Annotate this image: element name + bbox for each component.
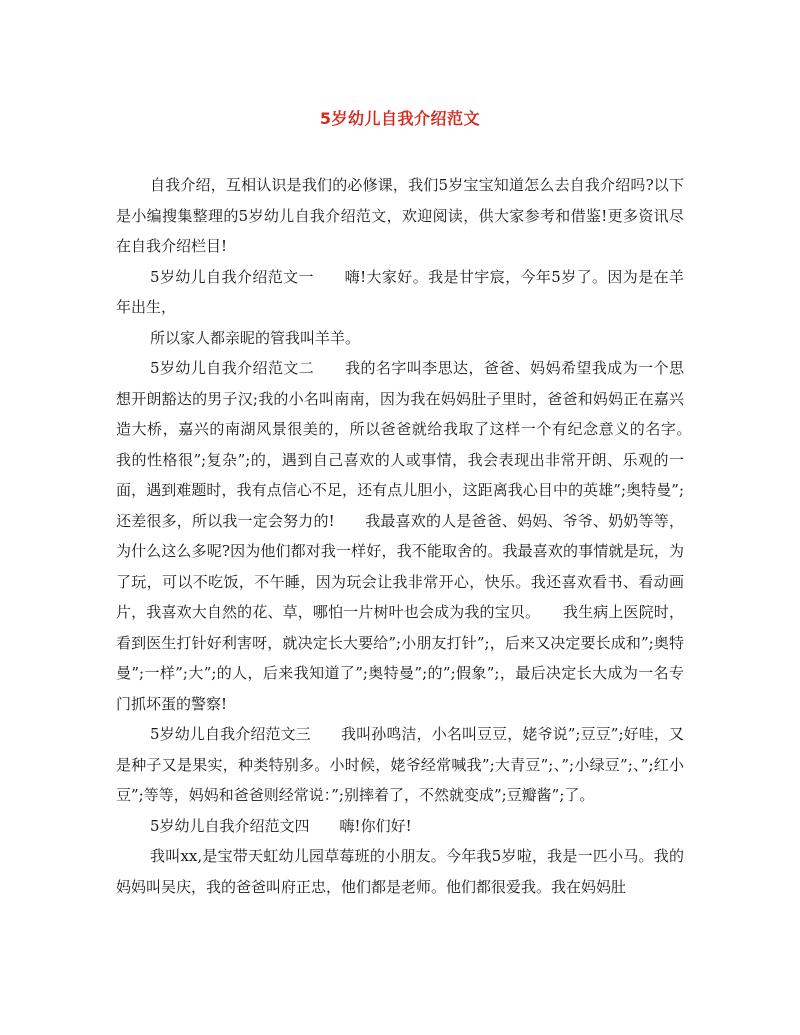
sample-two-paragraph: 5岁幼儿自我介绍范文二 我的名字叫李思达，爸爸、妈妈希望我成为一个思想开朗豁达的男子汉;我的小名叫南南，因为我在妈妈肚子里时，爸爸和妈妈正在嘉兴造大桥，嘉兴的南湖风景很美的，所以爸爸就给我取了这样一个有纪念意义的名字。 我的性格很”;复杂”;的，遇到自己喜欢的人或事情，我会表现出非常开朗、乐观的一面，遇到难题时，我有点信心不足，还有点儿胆小，这距离我心目中的英雄”;奥特曼”;还差很多，所以我一定会努力的! 我最喜欢的人是爸爸、妈妈、爷爷、奶奶等等，为什么这么多呢?因为他们都对我一样好，我不能取舍的。我最喜欢的事情就是玩，为了玩，可以不吃饭，不午睡，因为玩会让我非常开心，快乐。我还喜欢看书、看动画片，我喜欢大自然的花、草，哪怕一片树叶也会成为我的宝贝。 我生病上医院时，看到医生打针好利害呀，就决定长大要给”;小朋友打针”;，后来又决定要长成和”;奥特曼”;一样”;大”;的人，后来我知道了”;奥特曼”;的”;假象”;，最后决定长大成为一名专门抓坏蛋的警察!	[116, 359, 715, 713]
document-body	[116, 170, 715, 902]
sample-one-heading-paragraph: 5岁幼儿自我介绍范文一 嗨!大家好。我是甘宇宸，今年5岁了。因为是在羊年出生，	[116, 267, 684, 316]
document-title: 5岁幼儿自我介绍范文	[319, 109, 481, 128]
sample-three-paragraph: 5岁幼儿自我介绍范文三 我叫孙鸣洁，小名叫豆豆，姥爷说”;豆豆”;好哇，又是种子又是果实，种类特别多。小时候，姥爷经常喊我”;大青豆”;、”;小绿豆”;、”;红小豆”;等等，妈妈和爸爸则经常说：”;别摔着了，不然就变成”;豆瓣酱”;了。	[116, 725, 684, 804]
sample-four-heading-paragraph: 5岁幼儿自我介绍范文四 嗨!你们好!	[150, 816, 412, 835]
sample-one-continuation-paragraph: 所以家人都亲昵的管我叫羊羊。	[150, 328, 361, 347]
intro-paragraph: 自我介绍，互相认识是我们的必修课，我们5岁宝宝知道怎么去自我介绍吗?以下是小编搜集整理的5岁幼儿自我介绍范文，欢迎阅读，供大家参考和借鉴!更多资讯尽在自我介绍栏目!	[116, 176, 684, 255]
sample-four-body-paragraph: 我叫xx,是宝带天虹幼儿园草莓班的小朋友。今年我5岁啦，我是一匹小马。我的妈妈叫吴庆，我的爸爸叫府正忠，他们都是老师。他们都很爱我。我在妈妈肚	[116, 847, 684, 896]
